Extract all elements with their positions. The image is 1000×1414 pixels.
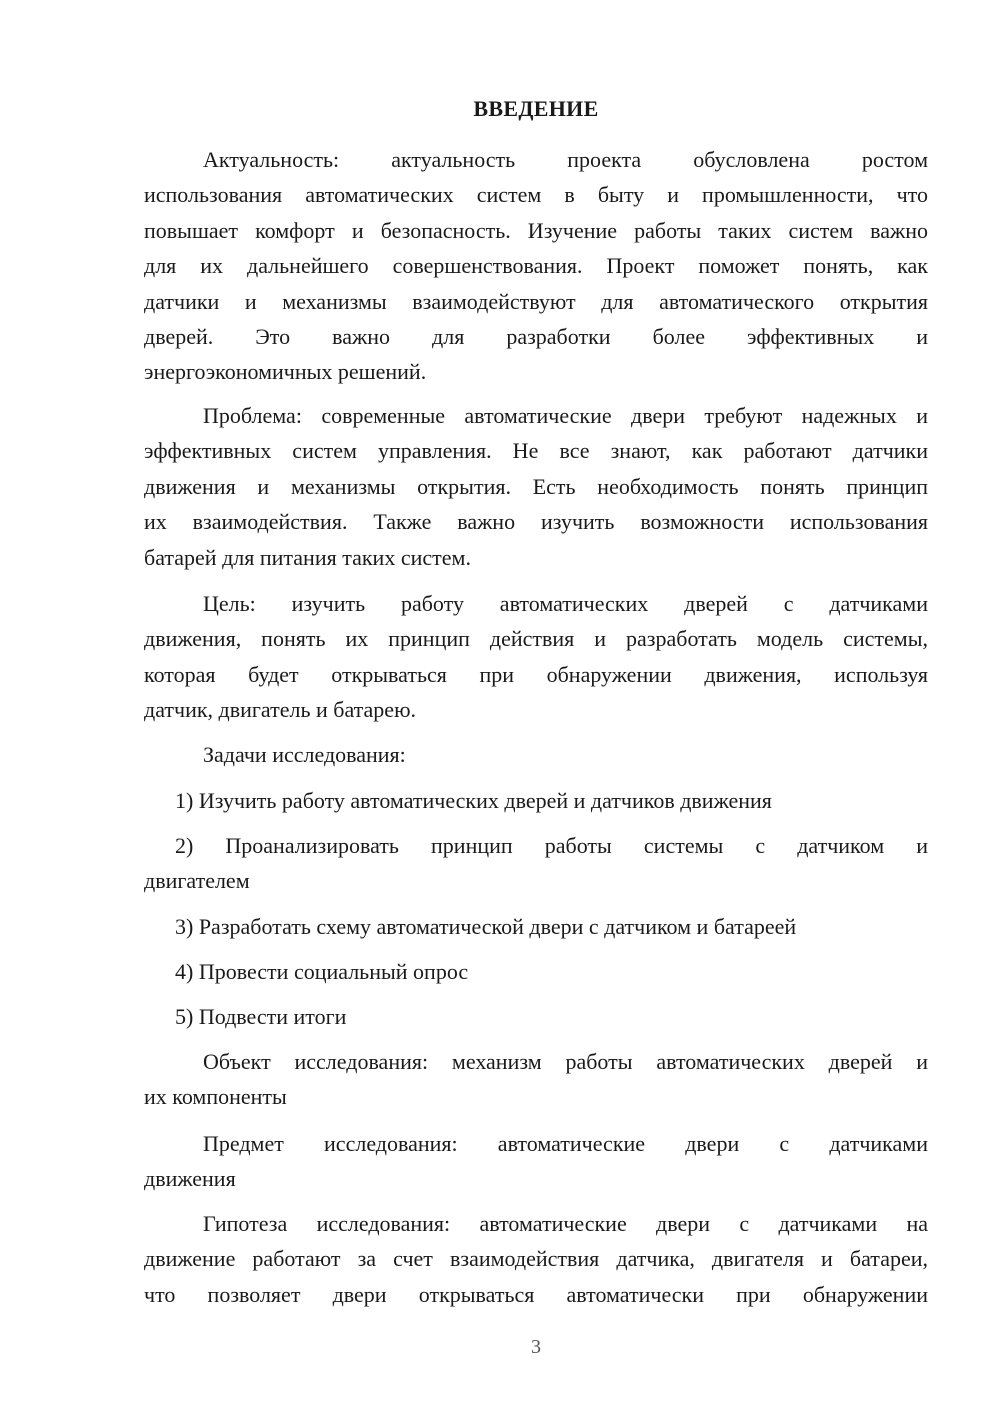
text-line: движение работают за счет взаимодействия датчика, двигателя и батареи,	[144, 1246, 928, 1272]
text-line: движения, понять их принцип действия и разработать модель системы,	[144, 626, 928, 652]
text-line: двигателем	[144, 868, 250, 894]
text-line: эффективных систем управления. Не все знают, как работают датчики	[144, 438, 928, 464]
tasks-title	[144, 737, 928, 772]
text-line: 3) Разработать схему автоматической двери с датчиком и батареей	[175, 914, 797, 939]
text-line: для их дальнейшего совершенствования. Проект поможет понять, как	[144, 253, 928, 279]
text-line: повышает комфорт и безопасность. Изучение работы таких систем важно	[144, 217, 928, 243]
page-number: 3	[531, 1336, 541, 1358]
text-line: Предмет исследования: автоматические двери с датчиками	[203, 1131, 928, 1156]
text-line: 2) Проанализировать принцип работы системы с датчиком и	[175, 833, 928, 858]
text-line: движения	[144, 1166, 236, 1192]
text-line: Цель: изучить работу автоматических дверей с датчиками	[203, 591, 928, 616]
task-item-4	[144, 954, 928, 989]
text-line: 4) Провести социальный опрос	[175, 959, 469, 984]
paragraph-hypothesis	[144, 1206, 928, 1312]
task-item-1	[144, 783, 928, 818]
text-line: которая будет открываться при обнаружении движения, используя	[144, 661, 928, 687]
paragraph-problem	[144, 398, 928, 575]
paragraph-goal	[144, 586, 928, 728]
paragraph-object	[144, 1044, 928, 1115]
text-line: энергоэкономичных решений.	[144, 359, 427, 385]
text-line: Объект исследования: механизм работы автоматических дверей и	[203, 1049, 928, 1074]
text-line: движения и механизмы открытия. Есть необходимость понять принцип	[144, 473, 928, 499]
text-line: их компоненты	[144, 1084, 287, 1110]
text-line: Гипотеза исследования: автоматические двери с датчиками на	[203, 1211, 928, 1236]
task-item-3	[144, 909, 928, 944]
text-line: Актуальность: актуальность проекта обусловлена ростом	[203, 147, 928, 172]
text-line: 1) Изучить работу автоматических дверей и датчиков движения	[175, 788, 772, 813]
text-line: датчики и механизмы взаимодействуют для автоматического открытия	[144, 288, 928, 314]
task-item-5	[144, 999, 928, 1034]
paragraph-relevance	[144, 142, 928, 390]
text-line: Проблема: современные автоматические двери требуют надежных и	[203, 403, 928, 428]
text-line: Задачи исследования:	[203, 742, 406, 767]
text-line: датчик, двигатель и батарею.	[144, 697, 417, 723]
page-heading: ВВЕДЕНИЕ	[473, 96, 599, 121]
text-line: 5) Подвести итоги	[175, 1004, 347, 1029]
text-line: их взаимодействия. Также важно изучить возможности использования	[144, 509, 928, 535]
text-line: что позволяет двери открываться автоматически при обнаружении	[144, 1281, 928, 1307]
text-line: батарей для питания таких систем.	[144, 544, 471, 570]
text-line: использования автоматических систем в быту и промышленности, что	[144, 182, 928, 208]
task-item-2	[144, 828, 928, 899]
paragraph-subject	[144, 1126, 928, 1197]
text-line: дверей. Это важно для разработки более эффективных и	[144, 323, 928, 349]
